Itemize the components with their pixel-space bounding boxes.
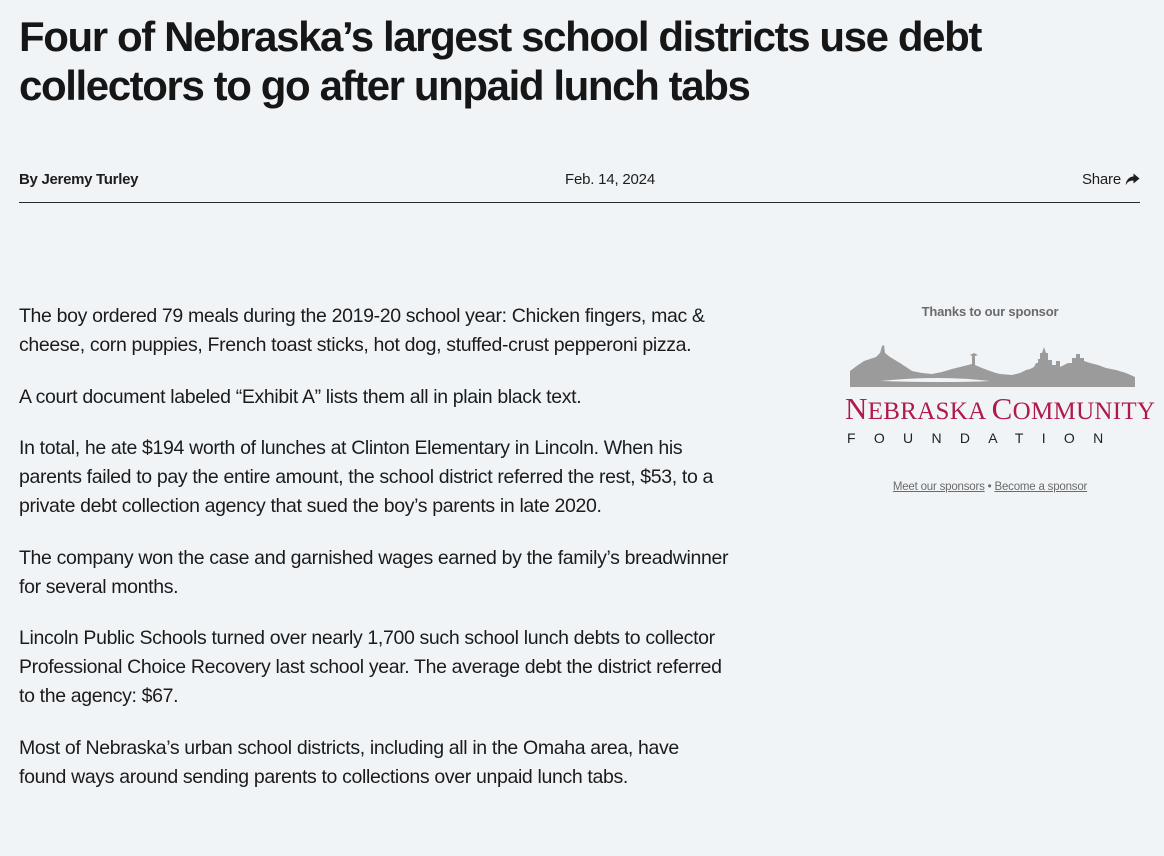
sponsor-logo[interactable] [845,341,1156,453]
sponsor-box [839,304,1156,493]
author-byline[interactable]: By Jeremy Turley [19,171,139,188]
link-separator: • [987,481,992,493]
share-button[interactable] [1082,171,1140,188]
article-paragraph: Lincoln Public Schools turned over nearly 1,700 such school lunch debts to collector Professional Choice Recovery last school year. The average debt the district referred to the agency: $67. [19,627,722,707]
logo-wordmark: NEBRASKA COMMUNITY [845,391,1156,426]
article-paragraph: In total, he ate $194 worth of lunches at Clinton Elementary in Lincoln. When his parents failed to pay the entire amount, the school district referred the rest, $53, to a private debt collection agency that sued the boy’s parents in late 2020. [19,437,714,517]
article-paragraph: A court document labeled “Exhibit A” lists them all in plain black text. [19,385,582,408]
sponsor-heading: Thanks to our sponsor [921,304,1059,319]
share-label: Share [1081,171,1121,188]
sponsor-links [839,481,1141,493]
byline-bar [19,170,1140,203]
article-body [19,302,729,814]
publish-date: Feb. 14, 2024 [565,171,655,188]
become-sponsor-link[interactable]: Become a sponsor [994,481,1088,493]
logo-subtitle: FOUNDATION [847,430,1122,446]
skyline-graphic [850,341,1135,387]
article-paragraph: Most of Nebraska’s urban school districts, including all in the Omaha area, have found ways around sending parents to collections over unpaid lunch tabs. [19,736,679,788]
article-headline: Four of Nebraska’s largest school districts use debt collectors to go after unpaid lunch tabs [19,13,981,109]
meet-sponsors-link[interactable]: Meet our sponsors [892,481,985,493]
article-paragraph: The company won the case and garnished wages earned by the family’s breadwinner for several months. [19,546,729,598]
share-arrow-icon [1125,173,1140,186]
article-paragraph: The boy ordered 79 meals during the 2019-20 school year: Chicken fingers, mac & cheese, corn puppies, French toast sticks, hot dog, stuffed-crust pepperoni pizza. [19,305,705,356]
